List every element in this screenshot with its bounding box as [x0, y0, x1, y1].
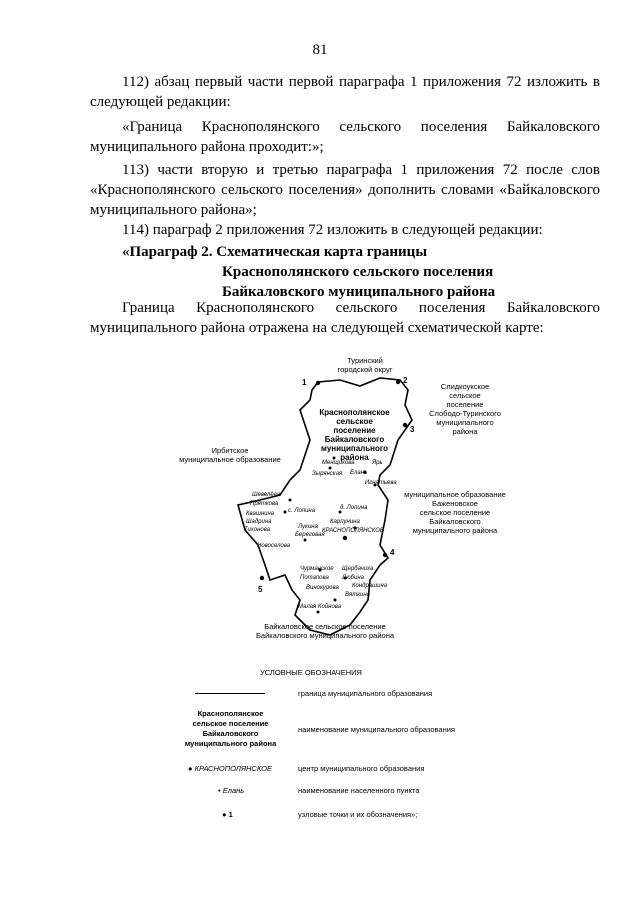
village-label: Вяткина — [345, 592, 371, 598]
village-label: Винокурова — [306, 585, 339, 591]
legend-center-desc: центр муниципального образования — [298, 764, 425, 773]
village-label: Малая Койнова — [298, 604, 342, 610]
heading-line-2: Краснополянского сельского поселения — [222, 264, 494, 280]
village-dot — [289, 499, 292, 502]
village-dot — [284, 511, 287, 514]
node-point-label: 1 — [302, 378, 307, 387]
legend-point-sample: ● 1 — [222, 810, 233, 819]
node-point-label: 5 — [258, 585, 263, 594]
legend-name-desc: наименование муниципального образования — [298, 725, 455, 734]
village-label: с. Лопина — [288, 508, 316, 514]
legend-village-text: Елань — [222, 786, 245, 795]
village-label: Зырянская — [312, 471, 343, 477]
legend-point-desc: узловые точки и их обозначения»; — [298, 810, 418, 819]
village-label: Лукина — [298, 524, 318, 530]
map-label-north: Туринский городской округ — [337, 356, 393, 374]
legend-point-text: 1 — [228, 810, 233, 819]
node-point-dot — [383, 553, 387, 557]
legend-name-sample: Краснополянское сельское поселение Байкаловского муниципального района — [184, 709, 277, 748]
paragraph-113: 113) части вторую и третью параграфа 1 приложения 72 после слов «Краснополянского сельского поселения» дополнить словами «Байкаловского муниципального района»; — [90, 162, 600, 218]
legend-boundary-line — [195, 693, 265, 694]
node-point-dot — [396, 380, 400, 384]
legend-center-sample: ● КРАСНОПОЛЯНСКОЕ — [188, 764, 272, 773]
map-settlement-name: Краснополянское сельское поселение Байкаловского муниципального района — [319, 408, 390, 462]
node-point-label: 4 — [390, 548, 395, 557]
legend-center-text: КРАСНОПОЛЯНСКОЕ — [194, 764, 272, 773]
village-label: Игнатьева — [365, 480, 397, 486]
admin-center-dot — [343, 536, 347, 540]
node-point-dot — [260, 576, 264, 580]
village-label: Береговая — [295, 532, 325, 538]
village-label: Ярь — [372, 460, 383, 466]
paragraph-112: 112) абзац первый части первой параграфа 1 приложения 72 изложить в следующей редакции: — [90, 74, 600, 110]
page-number: 81 — [312, 42, 328, 58]
village-label: Любина — [342, 575, 364, 581]
village-label: Кондрашина — [352, 583, 388, 589]
legend-village-sample: • Елань — [218, 786, 245, 795]
village-label: Пряткова — [250, 501, 279, 507]
node-point-label: 3 — [410, 425, 415, 434]
map-label-west: Ирбитское муниципальное образование — [179, 446, 281, 464]
village-label: д. Лопина — [340, 505, 368, 511]
paragraph-114: 114) параграф 2 приложения 72 изложить в следующей редакции: — [122, 222, 543, 238]
node-point-dot — [403, 423, 407, 427]
paragraph-quote: «Граница Краснополянского сельского поселения Байкаловского муниципального района проходит:»; — [90, 119, 600, 155]
village-dot — [334, 599, 337, 602]
legend-title: УСЛОВНЫЕ ОБОЗНАЧЕНИЯ — [260, 668, 362, 677]
village-label: Карпунина — [330, 519, 360, 525]
village-label: Тихонова — [244, 527, 271, 533]
village-label: Шадрина — [246, 519, 272, 525]
heading-line-1: «Параграф 2. Схематическая карта границы — [122, 244, 428, 260]
village-label: Новоселова — [257, 543, 291, 549]
legend-village-desc: наименование населенного пункта — [298, 786, 420, 795]
village-label: Чурманское — [300, 566, 334, 572]
village-label: Квашнина — [246, 511, 275, 517]
admin-center-label: КРАСНОПОЛЯНСКОЕ — [322, 528, 384, 534]
village-label: Менщикова — [322, 460, 355, 466]
village-label: Елань — [350, 470, 368, 476]
heading-line-3: Байкаловского муниципального района — [222, 284, 496, 300]
village-label: Потапова — [300, 575, 329, 581]
village-label: Щербачиха — [342, 566, 374, 572]
map-label-east: муниципальное образование Баженовское сельское поселение Байкаловского муниципального района — [404, 490, 506, 535]
node-point-label: 2 — [403, 376, 408, 385]
legend-boundary-desc: граница муниципального образования — [298, 689, 433, 698]
map-label-northeast: Слидкоукское сельское поселение Слободо-Туринского муниципального района — [429, 382, 501, 436]
paragraph-body: Граница Краснополянского сельского поселения Байкаловского муниципального района отражена на следующей схематической карте: — [90, 300, 600, 336]
node-point-dot — [316, 381, 320, 385]
village-label: Шевелёва — [252, 492, 281, 498]
map-label-south: Байкаловское сельское поселение Байкаловского муниципального района — [255, 622, 395, 640]
